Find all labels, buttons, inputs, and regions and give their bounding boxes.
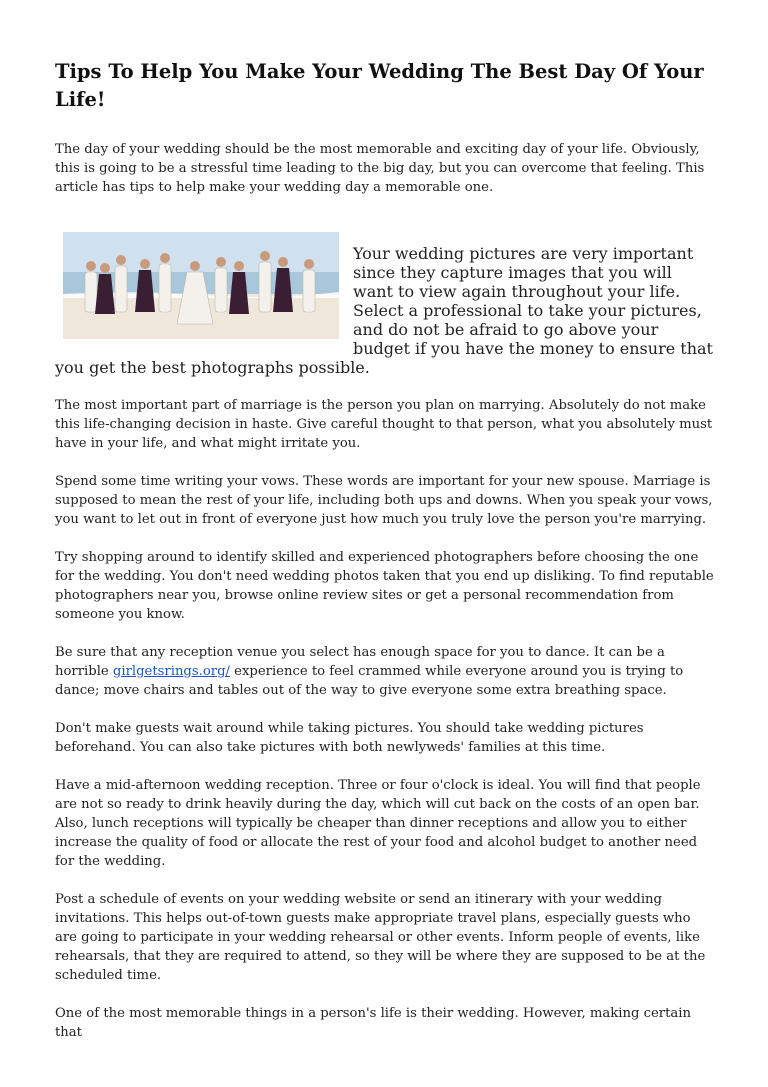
page-title: Tips To Help You Make Your Wedding The Best Day Of Your Life! [55,60,704,111]
guests-paragraph: Don't make guests wait around while taking pictures. You should take wedding pictures beforehand. You can also take pictures with both newlyweds' families at this time. [55,721,644,755]
schedule-paragraph: Post a schedule of events on your wedding website or send an itinerary with your wedding invitations. This helps out-of-town guests make appropriate travel plans, especially guests who are going to participate in your wedding rehearsal or other events. Inform people of events, like rehearsals, that they are required to attend, so they will be where they are supposed to be at the scheduled time. [55,892,706,983]
pictures-section [55,216,716,377]
venue-text-after: experience to feel crammed while everyone around you is trying to dance; move chairs and tables out of the way to give everyone some extra breathing space. [55,664,684,698]
memorable-paragraph: One of the most memorable things in a person's life is their wedding. However, making certain that [55,1006,691,1040]
venue-link[interactable]: girlgetsrings.org/ [112,664,230,679]
wedding-group-photo [63,232,339,339]
afternoon-paragraph: Have a mid-afternoon wedding reception. Three or four o'clock is ideal. You will find that people are not so ready to drink heavily during the day, which will cut back on the costs of an open bar. Also, lunch receptions will typically be cheaper than dinner receptions and allow you to either increase the quality of food or allocate the rest of your food and alcohol budget to another need for the wedding. [55,778,701,869]
venue-paragraph [55,643,716,700]
intro-paragraph: The day of your wedding should be the most memorable and exciting day of your life. Obviously, this is going to be a stressful time leading to the big day, but you can overcome that feeling. This article has tips to help make your wedding day a memorable one. [55,142,705,195]
venue-text-before: Be sure that any reception venue you select has enough space for you to dance. It can be a horrible [55,645,665,679]
photographers-paragraph: Try shopping around to identify skilled and experienced photographers before choosing the one for the wedding. You don't need wedding photos taken that you end up disliking. To find reputable photographers near you, browse online review sites or get a personal recommendation from someone you know. [55,550,714,622]
person-paragraph: The most important part of marriage is the person you plan on marrying. Absolutely do not make this life-changing decision in haste. Give careful thought to that person, what you absolutely must have in your life, and what might irritate you. [55,398,713,451]
vows-paragraph: Spend some time writing your vows. These words are important for your new spouse. Marriage is supposed to mean the rest of your life, including both ups and downs. When you speak your vows, you want to let out in front of everyone just how much you truly love the person you're marrying. [55,474,713,527]
pictures-paragraph: Your wedding pictures are very important since they capture images that you will want to view again throughout your life. Select a professional to take your pictures, and do not be afraid to go above your budget if you have the money to ensure that you get the best photographs possible. [55,244,713,377]
